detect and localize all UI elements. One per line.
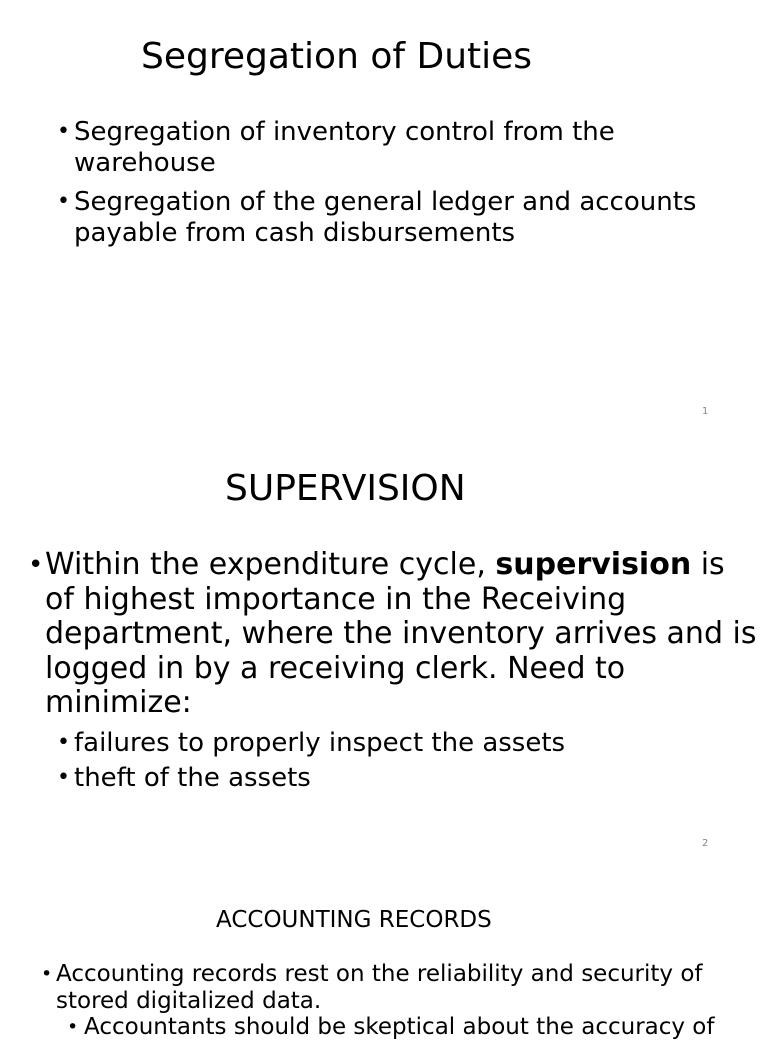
bullet-text: Segregation of inventory control from the warehouse [74,117,615,178]
bullet-marker: • [67,1016,79,1038]
bullet-item [41,961,746,1015]
bullet-item [57,187,734,248]
bullet-item [28,547,760,721]
bullet-marker: • [41,963,53,985]
sub-bullet-item [67,1014,744,1041]
slide-title: Segregation of Duties [141,36,533,77]
bullet-text: Segregation of the general ledger and accounts payable from cash disbursements [74,187,697,248]
bullet-text: Accounting records rest on the reliability and security of stored digitalized data. [56,961,703,1014]
slide-accounting-records [0,864,768,1040]
bullet-text-after: is of highest importance in the Receiving department, where the inventory arrives and is logged in by a receiving clerk. Need to minimize: [45,547,757,720]
sub-bullet-item [57,763,734,793]
bullet-marker: • [57,119,70,144]
page-number: 1 [702,406,709,417]
slide-title: SUPERVISION [225,468,466,509]
bullet-item [57,117,734,178]
bullet-text-emphasis: supervision [495,547,692,582]
bullet-marker: • [57,730,70,755]
slide-segregation-of-duties [0,0,768,432]
sub-bullet-text: failures to properly inspect the assets [74,728,566,758]
page-number: 2 [702,838,709,849]
sub-bullet-text: Accountants should be skeptical about the accuracy of [84,1014,715,1040]
slide-title: ACCOUNTING RECORDS [216,907,492,933]
sub-bullet-item [57,728,734,758]
bullet-marker: • [57,189,70,214]
bullet-marker: • [28,550,44,580]
slide-supervision [0,432,768,864]
bullet-text-before: Within the expenditure cycle, [45,547,496,582]
bullet-marker: • [57,765,70,790]
sub-bullet-text: theft of the assets [74,763,311,793]
